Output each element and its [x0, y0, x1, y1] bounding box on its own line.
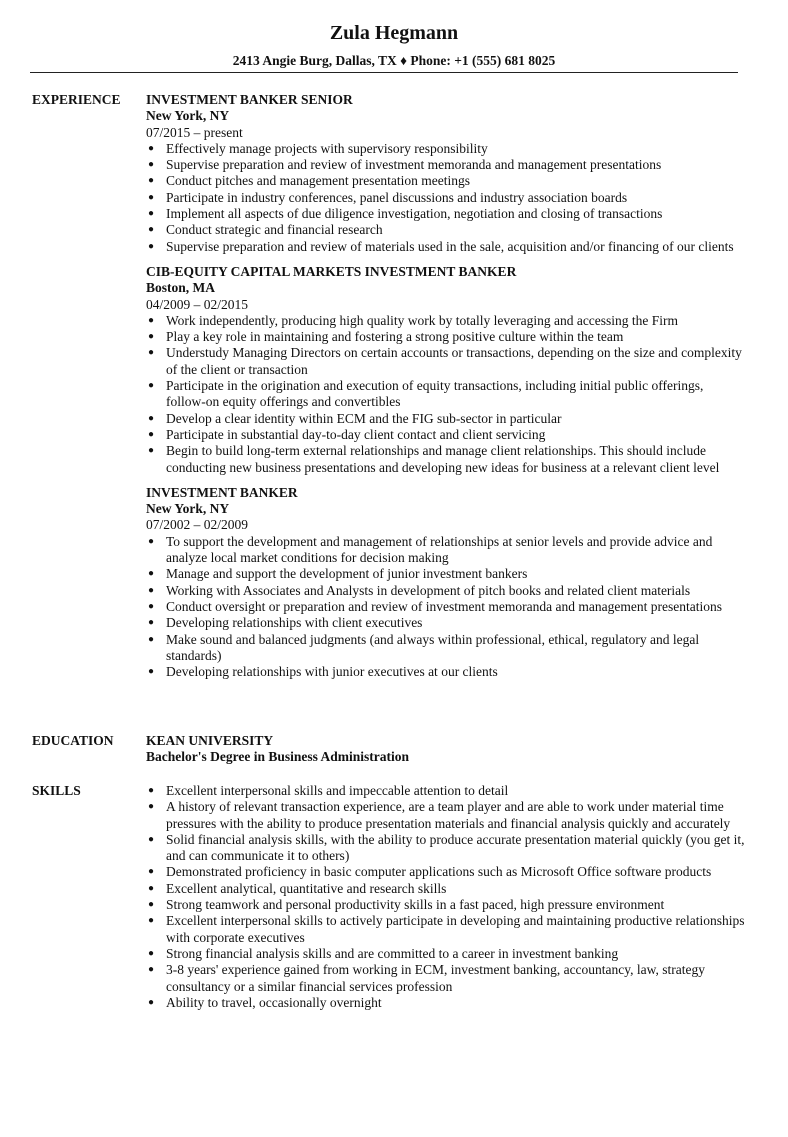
bullet-icon: ●: [148, 412, 155, 424]
bullet-icon: ●: [148, 617, 155, 629]
list-item: ● Supervise preparation and review of investment memoranda and management presentations: [148, 157, 662, 173]
job-entry: [146, 485, 746, 681]
list-item: ● 3-8 years' experience gained from working in ECM, investment banking, accountancy, law, strategy consultancy or a similar financial services profession: [148, 962, 706, 994]
bullet-icon: ●: [148, 535, 155, 547]
job-dates: 04/2009 – 02/2015: [146, 296, 249, 312]
bullet-icon: ●: [148, 175, 155, 187]
bullet-icon: ●: [148, 866, 155, 878]
job-title: INVESTMENT BANKER SENIOR: [146, 92, 353, 107]
education-section: [146, 733, 746, 766]
job-location: Boston, MA: [146, 280, 216, 296]
list-item: ● Excellent analytical, quantitative and research skills: [148, 880, 447, 896]
address: 2413 Angie Burg, Dallas, TX: [232, 53, 397, 68]
list-item: ● Ability to travel, occasionally overnight: [148, 994, 382, 1010]
list-item: ● Excellent interpersonal skills to actively participate in developing and maintaining productive relationships with corporate executives: [148, 913, 745, 945]
bullet-icon: ●: [148, 380, 155, 392]
list-item: ● Work independently, producing high quality work by totally leveraging and accessing the Firm: [148, 312, 679, 328]
bullet-icon: ●: [148, 633, 155, 645]
contact-line: [0, 53, 788, 69]
job-location: New York, NY: [146, 108, 230, 124]
list-item: ● Developing relationships with client executives: [148, 615, 423, 631]
list-item: ● Understudy Managing Directors on certain accounts or transactions, depending on the size and complexity of the client or transaction: [148, 345, 742, 377]
list-item: ● Conduct pitches and management presentation meetings: [148, 173, 471, 189]
list-item: ● Conduct oversight or preparation and review of investment memoranda and management presentations: [148, 598, 722, 614]
bullet-icon: ●: [148, 600, 155, 612]
bullet-icon: ●: [148, 882, 155, 894]
experience-label: EXPERIENCE: [32, 92, 121, 107]
list-item: ● Developing relationships with junior executives at our clients: [148, 664, 498, 680]
job-title: CIB-EQUITY CAPITAL MARKETS INVESTMENT BANKER: [146, 263, 517, 279]
job-bullets: [146, 313, 746, 476]
bullet-icon: ●: [148, 584, 155, 596]
bullet-icon: ●: [148, 785, 155, 796]
bullet-icon: ●: [148, 801, 155, 813]
skills-section: [146, 783, 746, 1011]
candidate-name: Zula Hegmann: [329, 22, 459, 44]
bullet-icon: ●: [148, 833, 155, 845]
bullet-icon: ●: [148, 224, 155, 236]
list-item: ● A history of relevant transaction experience, are a team player and are able to work under material time pressures with the ability to produce presentation materials and financial analysis quickly and accurately: [148, 799, 731, 831]
bullet-icon: ●: [148, 208, 155, 220]
list-item: ● Make sound and balanced judgments (and always within professional, ethical, regulatory and legal standards): [148, 631, 700, 663]
bullet-icon: ●: [148, 142, 155, 154]
list-item: ● Working with Associates and Analysts in development of pitch books and related client materials: [148, 582, 691, 598]
bullet-icon: ●: [148, 915, 155, 927]
list-item: ● Supervise preparation and review of materials used in the sale, acquisition and/or financing of our clients: [148, 238, 734, 254]
list-item: ● Manage and support the development of junior investment bankers: [148, 566, 528, 582]
list-item: ● Excellent interpersonal skills and impeccable attention to detail: [148, 783, 509, 798]
list-item: ● Participate in the origination and execution of equity transactions, including initial public offerings, follow-on equity offerings and convertibles: [148, 378, 704, 410]
list-item: ● Play a key role in maintaining and fostering a strong positive culture within the team: [148, 329, 624, 345]
bullet-icon: ●: [148, 947, 155, 959]
phone: Phone: +1 (555) 681 8025: [410, 53, 556, 68]
list-item: ● Begin to build long-term external relationships and manage client relationships. This should include conducting new business presentations and developing new ideas for business at a relevant client level: [148, 443, 720, 475]
education-label: EDUCATION: [32, 733, 114, 748]
list-item: ● Strong teamwork and personal productivity skills in a fast paced, high pressure environment: [148, 897, 665, 913]
job-entry: [146, 92, 746, 255]
bullet-icon: ●: [148, 568, 155, 580]
bullet-icon: ●: [148, 240, 155, 252]
bullet-icon: ●: [148, 191, 155, 203]
job-bullets: [146, 141, 746, 255]
job-entry: [146, 264, 746, 476]
job-bullets: [146, 534, 746, 681]
bullet-icon: ●: [148, 331, 155, 343]
bullet-icon: ●: [148, 314, 155, 326]
list-item: ● Solid financial analysis skills, with the ability to produce accurate presentation material quickly (you get it, and can communicate it to others): [148, 831, 745, 864]
degree: Bachelor's Degree in Business Administration: [146, 749, 410, 765]
list-item: ● Participate in substantial day-to-day client contact and client servicing: [148, 426, 546, 442]
skills-list: [146, 783, 746, 1011]
job-dates: 07/2002 – 02/2009: [146, 517, 249, 533]
bullet-icon: ●: [148, 428, 155, 440]
list-item: ● Effectively manage projects with supervisory responsibility: [148, 140, 488, 156]
experience-section: [146, 92, 746, 680]
list-item: ● Implement all aspects of due diligence investigation, negotiation and closing of transactions: [148, 206, 663, 222]
header-divider: [30, 72, 738, 73]
list-item: ● Demonstrated proficiency in basic computer applications such as Microsoft Office software products: [148, 864, 712, 880]
list-item: ● Develop a clear identity within ECM and the FIG sub-sector in particular: [148, 410, 562, 426]
list-item: ● Participate in industry conferences, panel discussions and industry association boards: [148, 189, 628, 205]
list-item: ● To support the development and management of relationships at senior levels and provide advice and analyze local market conditions for decision making: [148, 533, 713, 566]
bullet-icon: ●: [148, 996, 155, 1008]
list-item: ● Conduct strategic and financial research: [148, 222, 383, 238]
bullet-icon: ●: [148, 899, 155, 911]
bullet-icon: ●: [148, 666, 155, 678]
bullet-icon: ●: [148, 159, 155, 171]
job-title: INVESTMENT BANKER: [146, 484, 298, 500]
school-name: KEAN UNIVERSITY: [146, 733, 274, 748]
skills-label: SKILLS: [32, 783, 81, 798]
bullet-icon: ●: [148, 445, 155, 457]
bullet-icon: ●: [148, 347, 155, 359]
separator-diamond: ♦: [400, 53, 407, 68]
job-location: New York, NY: [146, 501, 230, 517]
job-dates: 07/2015 – present: [146, 124, 243, 140]
list-item: ● Strong financial analysis skills and are committed to a career in investment banking: [148, 945, 619, 961]
bullet-icon: ●: [148, 964, 155, 976]
